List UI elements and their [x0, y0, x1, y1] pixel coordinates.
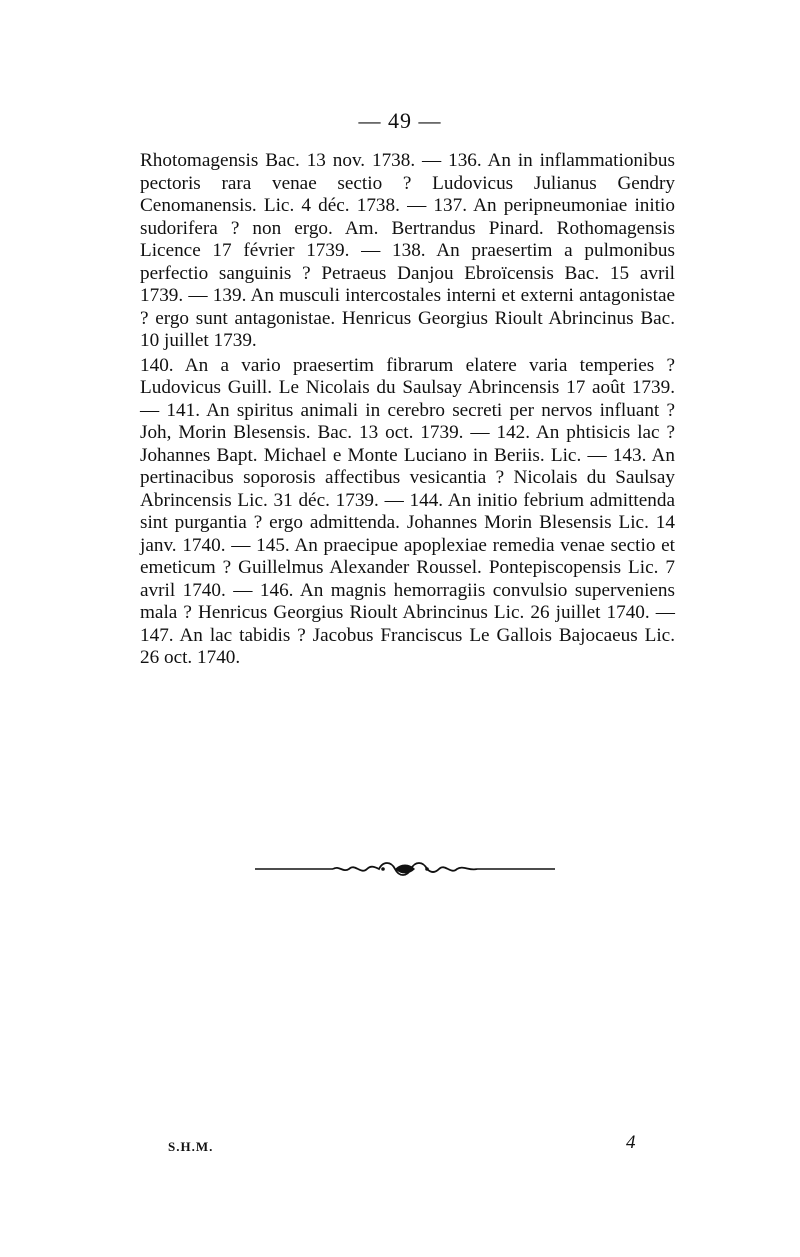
paragraph-1: Rhotomagensis Bac. 13 nov. 1738. — 136. An in inflammationibus pectoris rara venae sectio ? Ludovicus Julianus Gendry Cenomanensis. Lic. 4 déc. 1738. — 137. An peripneumoniae initio sudorifera ? non ergo. Am. Bertrandus Pinard. Rothomagensis Licence 17 février 1739. — 138. An praesertim a pulmonibus perfectio sanguinis ? Petraeus Danjou Ebroïcensis Bac. 15 avril 1739. — 139. An musculi intercostales interni et externi antagonistae ? ergo sunt antagonistae. Henricus Georgius Rioult Abrincinus Bac. 10 juillet 1739.	[140, 150, 675, 351]
printer-signature: S.H.M.	[168, 1139, 214, 1154]
body-text	[140, 150, 675, 670]
sheet-number: 4	[626, 1132, 636, 1153]
page-number: — 49 —	[358, 108, 442, 133]
ornamental-divider	[255, 857, 555, 881]
paragraph-2: 140. An a vario praesertim fibrarum elatere varia temperies ? Ludovicus Guill. Le Nicolais du Saulsay Abrincensis 17 août 1739. — 141. An spiritus animali in cerebro secreti per nervos influant ? Joh, Morin Blesensis. Bac. 13 oct. 1739. — 142. An phtisicis lac ? Johannes Bapt. Michael e Monte Luciano in Beriis. Lic. — 143. An pertinacibus soporosis affectibus vesicantia ? Nicolais du Saulsay Abrincensis Lic. 31 déc. 1739. — 144. An initio febrium admittenda sint purgantia ? ergo admittenda. Johannes Morin Blesensis Lic. 14 janv. 1740. — 145. An praecipue apoplexiae remedia venae sectio et emeticum ? Guillelmus Alexander Roussel. Pontepiscopensis Lic. 7 avril 1740. — 146. An magnis hemorragiis convulsio superveniens mala ? Henricus Georgius Rioult Abrincinus Lic. 26 juillet 1740. — 147. An lac tabidis ? Jacobus Franciscus Le Gallois Bajocaeus Lic. 26 oct. 1740.	[140, 354, 675, 668]
